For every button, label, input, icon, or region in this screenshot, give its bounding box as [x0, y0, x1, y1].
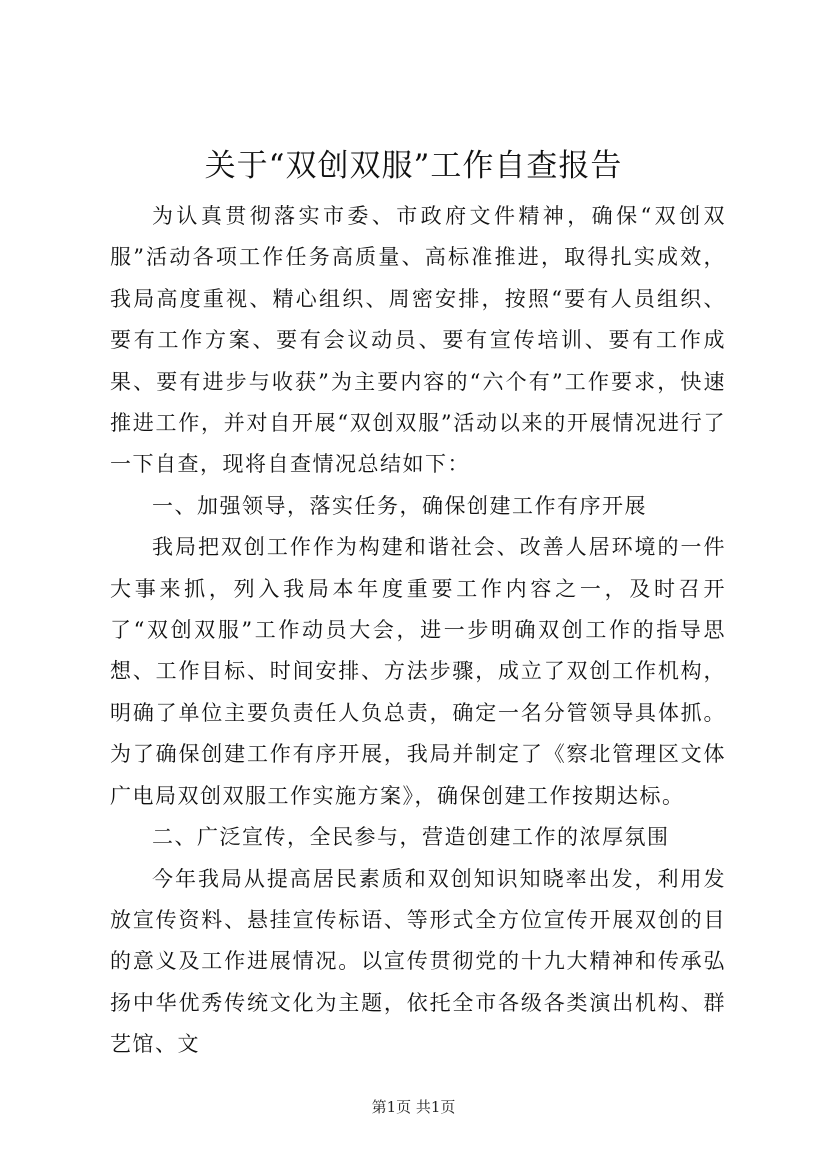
paragraph-section-2: 今年我局从提高居民素质和双创知识知晓率出发，利用发放宣传资料、悬挂宣传标语、等形式全方位宣传开展双创的目的意义及工作进展情况。以宣传贯彻党的十九大精神和传承弘扬中华优秀传统文化为主题，依托全市各级各类演出机构、群艺馆、文 [110, 866, 726, 1057]
section-heading-1: 一、加强领导，落实任务，确保创建工作有序开展 [152, 493, 647, 518]
paragraph-section-1: 我局把双创工作作为构建和谐社会、改善人居环境的一件大事来抓，列入我局本年度重要工作内容之一，及时召开了“双创双服”工作动员大会，进一步明确双创工作的指导思想、工作目标、时间安排、方法步骤，成立了双创工作机构，明确了单位主要负责任人负总责，确定一名分管领导具体抓。为了确保创建工作有序开展，我局并制定了《察北管理区文体广电局双创双服工作实施方案》，确保创建工作按期达标。 [110, 535, 726, 808]
document-body [110, 196, 726, 1066]
page-footer: 第1页 共1页 [371, 1098, 456, 1116]
document-title: 关于“双创双服”工作自查报告 [204, 148, 623, 184]
section-heading-2: 二、广泛宣传，全民参与，营造创建工作的浓厚氛围 [152, 825, 670, 850]
paragraph-intro: 为认真贯彻落实市委、市政府文件精神，确保“双创双服”活动各项工作任务高质量、高标准推进，取得扎实成效，我局高度重视、精心组织、周密安排，按照“要有人员组织、要有工作方案、要有会议动员、要有宣传培训、要有工作成果、要有进步与收获”为主要内容的“六个有”工作要求，快速推进工作，并对自开展“双创双服”活动以来的开展情况进行了一下自查，现将自查情况总结如下： [110, 204, 726, 477]
